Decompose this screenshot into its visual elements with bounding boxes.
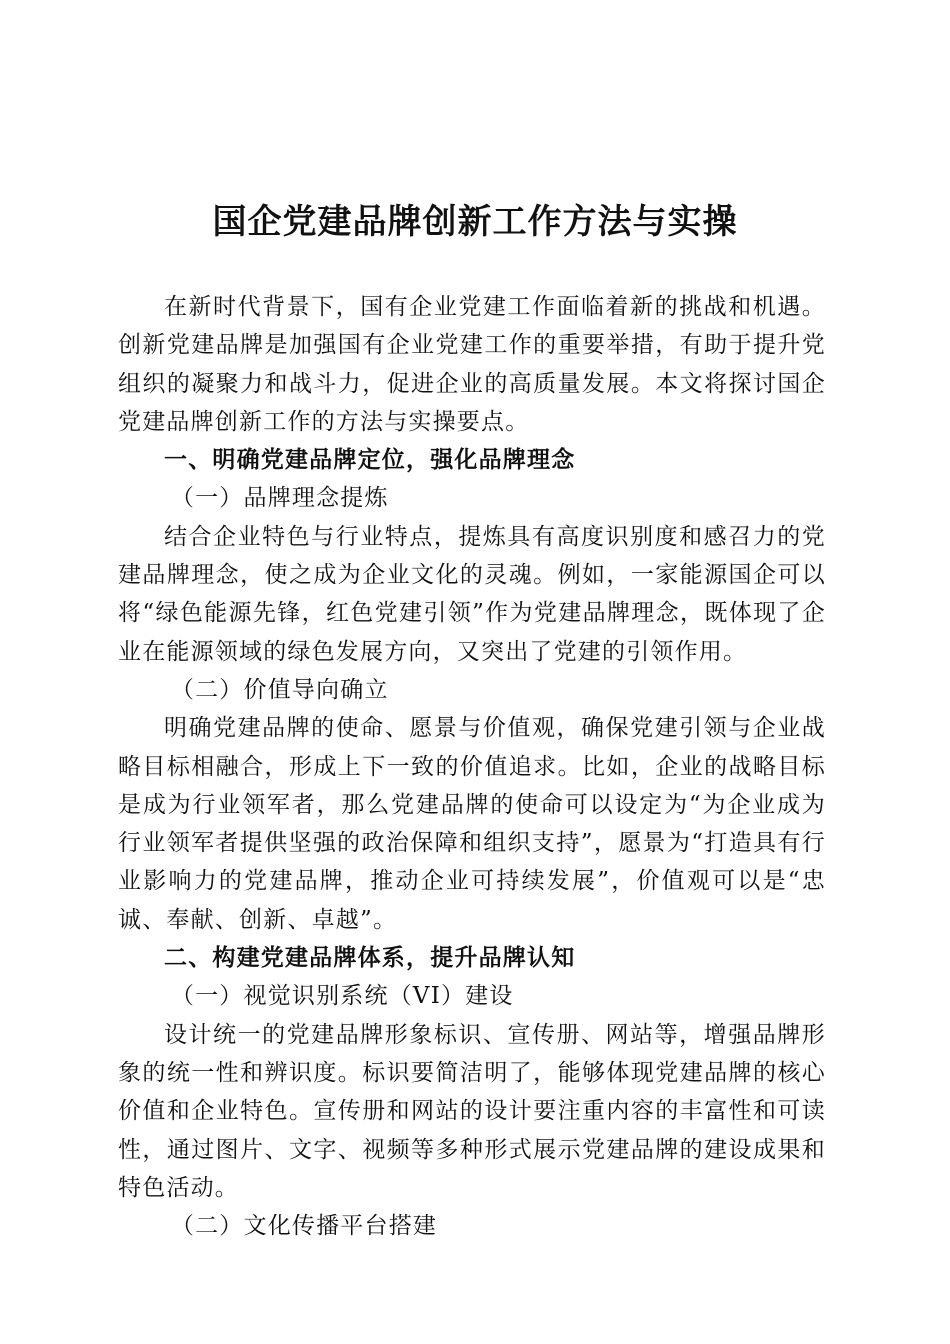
section-1-heading: 一、明确党建品牌定位，强化品牌理念	[164, 447, 576, 474]
document-body	[118, 288, 826, 1245]
section-1-2-paragraph: 明确党建品牌的使命、愿景与价值观，确保党建引领与企业战略目标相融合，形成上下一致的价值追求。比如，企业的战略目标是成为行业领军者，那么党建品牌的使命可以设定为“为企业成为行业领军者提供坚强的政治保障和组织支持”，愿景为“打造具有行业影响力的党建品牌，推动企业可持续发展”，价值观可以是“忠诚、奉献、创新、卓越”。	[118, 715, 826, 933]
section-1-1-heading: （一）品牌理念提炼	[170, 485, 389, 512]
section-1-2-heading: （二）价值导向确立	[170, 676, 389, 703]
section-1-1-paragraph: 结合企业特色与行业特点，提炼具有高度识别度和感召力的党建品牌理念，使之成为企业文化的灵魂。例如，一家能源国企可以将“绿色能源先锋，红色党建引领”作为党建品牌理念，既体现了企业在能源领域的绿色发展方向，又突出了党建的引领作用。	[118, 523, 826, 665]
section-2-2-heading: （二）文化传播平台搭建	[170, 1213, 438, 1240]
section-2-1-paragraph: 设计统一的党建品牌形象标识、宣传册、网站等，增强品牌形象的统一性和辨识度。标识要简洁明了，能够体现党建品牌的核心价值和企业特色。宣传册和网站的设计要注重内容的丰富性和可读性，通过图片、文字、视频等多种形式展示党建品牌的建设成果和特色活动。	[118, 1021, 826, 1201]
document-title: 国企党建品牌创新工作方法与实操	[212, 202, 738, 242]
intro-paragraph: 在新时代背景下，国有企业党建工作面临着新的挑战和机遇。创新党建品牌是加强国有企业党建工作的重要举措，有助于提升党组织的凝聚力和战斗力，促进企业的高质量发展。本文将探讨国企党建品牌创新工作的方法与实操要点。	[118, 294, 826, 435]
section-2-heading: 二、构建党建品牌体系，提升品牌认知	[164, 945, 576, 972]
section-2-1-heading: （一）视觉识别系统（VI）建设	[170, 983, 514, 1010]
